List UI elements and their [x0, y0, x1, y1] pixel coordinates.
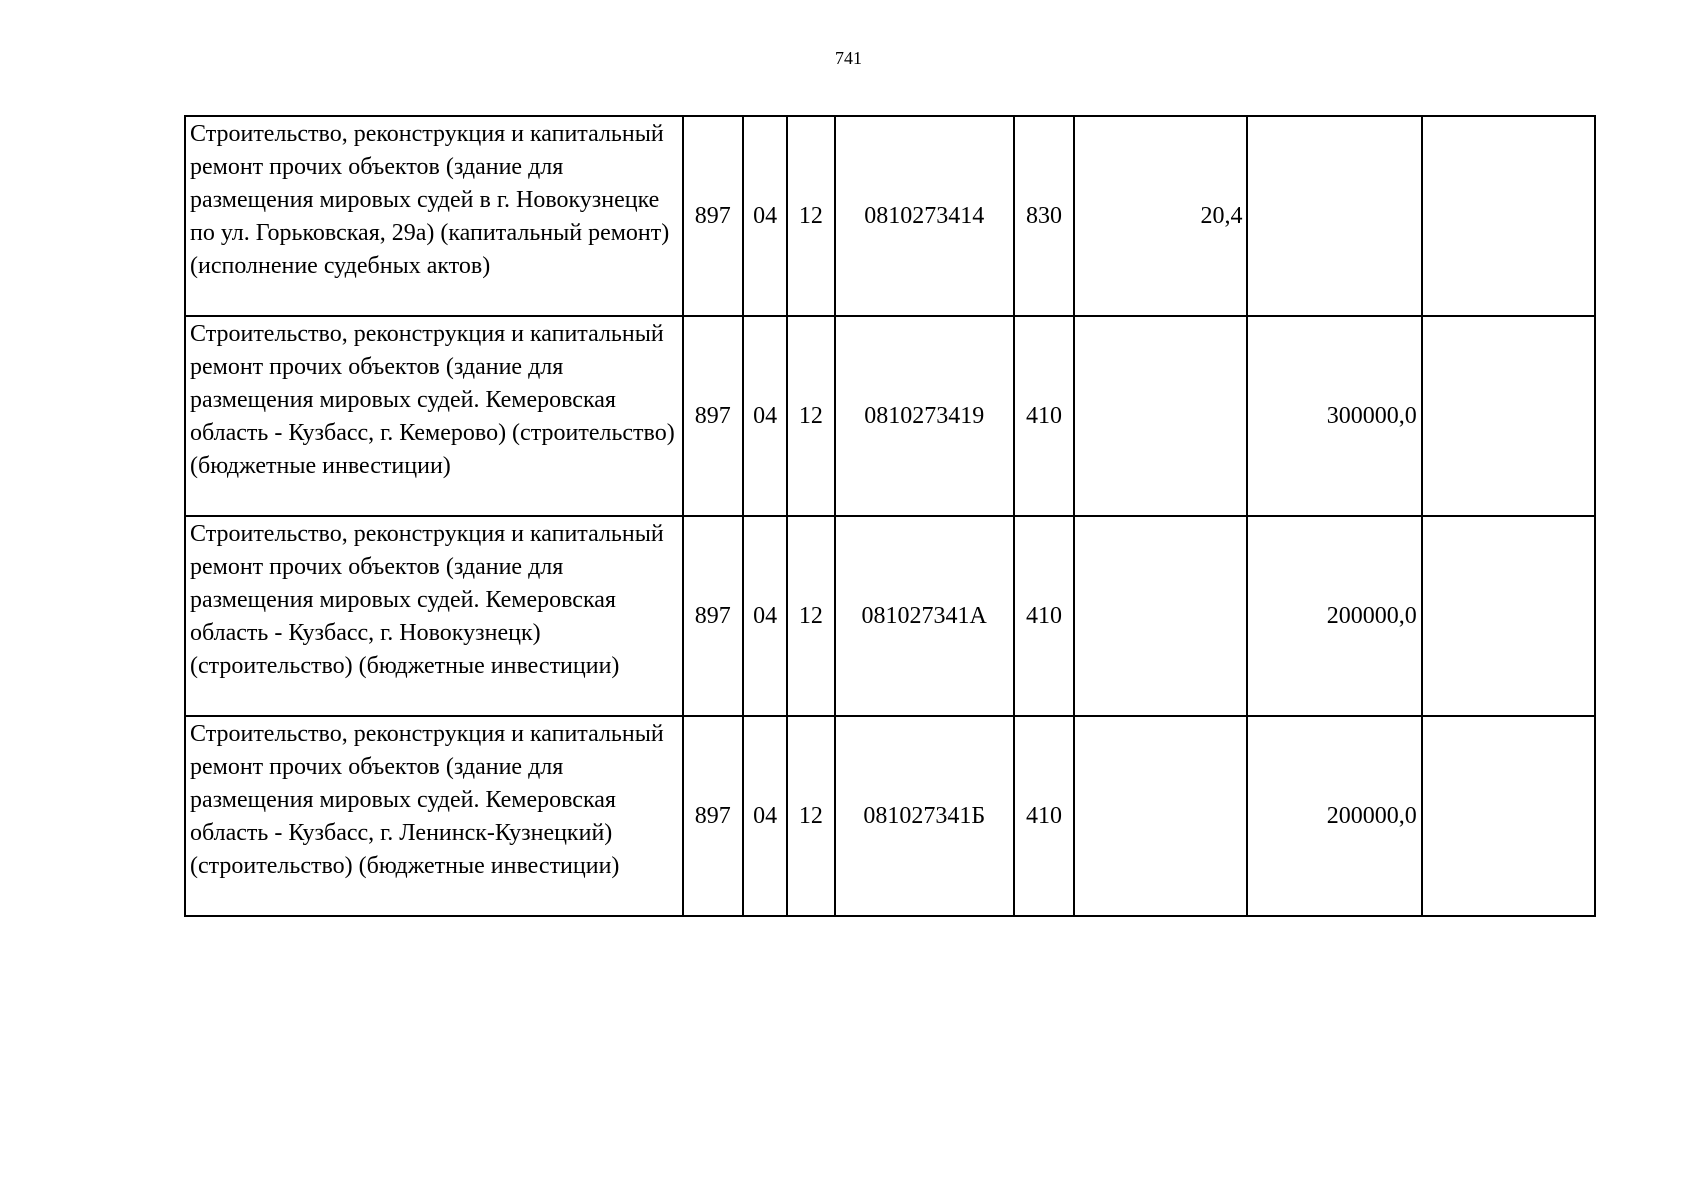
expense-type-code: 410 — [1014, 316, 1074, 516]
section-code: 04 — [743, 316, 787, 516]
expense-type-code: 410 — [1014, 716, 1074, 916]
amount-year2: 300000,0 — [1247, 316, 1421, 516]
amount-year2: 200000,0 — [1247, 716, 1421, 916]
amount-year3 — [1422, 116, 1595, 316]
table-row — [185, 716, 1595, 916]
table-row — [185, 116, 1595, 316]
section-code: 04 — [743, 516, 787, 716]
budget-table — [184, 115, 1596, 917]
row-description: Строительство, реконструкция и капитальный ремонт прочих объектов (здание для размещения мировых судей. Кемеровская область - Кузбасс, г. Ленинск-Кузнецкий) (строительство) (бюджетные инвестиции) — [185, 716, 683, 916]
ministry-code: 897 — [683, 116, 743, 316]
amount-year2 — [1247, 116, 1421, 316]
row-description: Строительство, реконструкция и капитальный ремонт прочих объектов (здание для размещения мировых судей. Кемеровская область - Кузбасс, г. Кемерово) (строительство) (бюджетные инвестиции) — [185, 316, 683, 516]
ministry-code: 897 — [683, 716, 743, 916]
expense-type-code: 410 — [1014, 516, 1074, 716]
amount-year1 — [1074, 716, 1247, 916]
subsection-code: 12 — [787, 316, 834, 516]
target-article-code: 081027341А — [835, 516, 1014, 716]
row-description: Строительство, реконструкция и капитальный ремонт прочих объектов (здание для размещения мировых судей в г. Новокузнецке по ул. Горьковская, 29а) (капитальный ремонт) (исполнение судебных актов) — [185, 116, 683, 316]
subsection-code: 12 — [787, 116, 834, 316]
table-row — [185, 516, 1595, 716]
target-article-code: 081027341Б — [835, 716, 1014, 916]
amount-year1 — [1074, 316, 1247, 516]
ministry-code: 897 — [683, 316, 743, 516]
subsection-code: 12 — [787, 716, 834, 916]
amount-year1: 20,4 — [1074, 116, 1247, 316]
section-code: 04 — [743, 116, 787, 316]
target-article-code: 0810273419 — [835, 316, 1014, 516]
amount-year2: 200000,0 — [1247, 516, 1421, 716]
subsection-code: 12 — [787, 516, 834, 716]
table-row — [185, 316, 1595, 516]
target-article-code: 0810273414 — [835, 116, 1014, 316]
row-description: Строительство, реконструкция и капитальный ремонт прочих объектов (здание для размещения мировых судей. Кемеровская область - Кузбасс, г. Новокузнецк) (строительство) (бюджетные инвестиции) — [185, 516, 683, 716]
expense-type-code: 830 — [1014, 116, 1074, 316]
amount-year3 — [1422, 316, 1595, 516]
amount-year3 — [1422, 716, 1595, 916]
ministry-code: 897 — [683, 516, 743, 716]
amount-year1 — [1074, 516, 1247, 716]
section-code: 04 — [743, 716, 787, 916]
page-number: 741 — [835, 48, 862, 68]
amount-year3 — [1422, 516, 1595, 716]
